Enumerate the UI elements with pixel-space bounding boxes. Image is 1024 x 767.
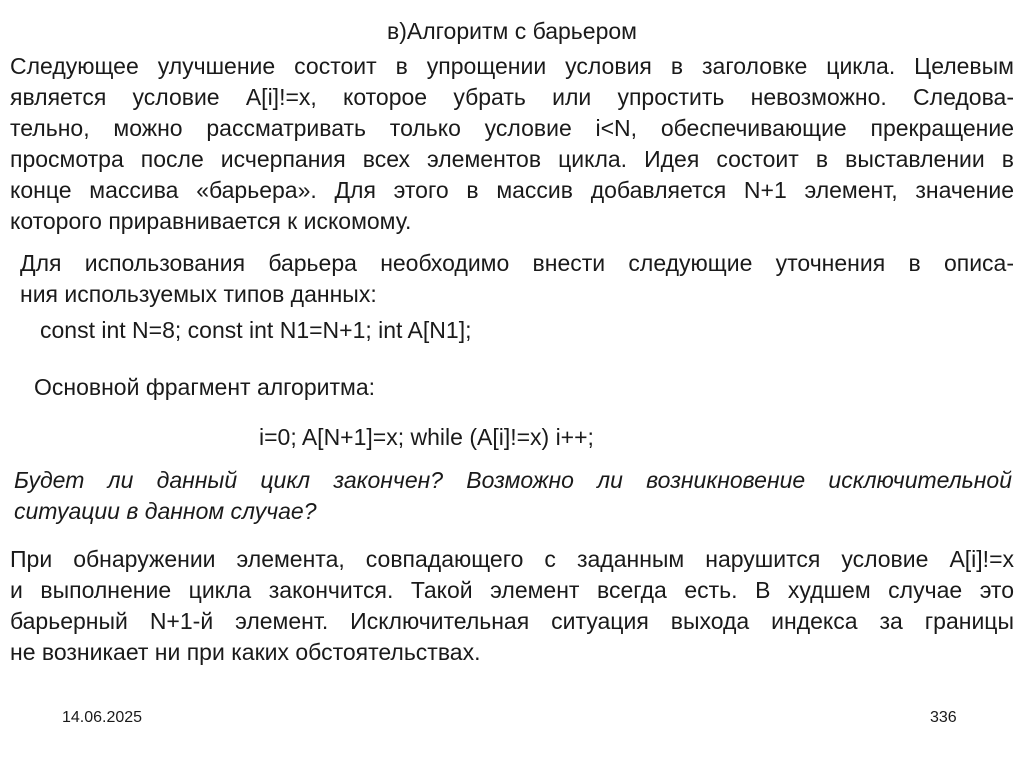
text-line: Будет ли данный цикл закончен? Возможно ли возникновение исключительной [14, 467, 1012, 493]
code-declarations: const int N=8; const int N1=N+1; int A[N1]; [40, 317, 472, 343]
question-paragraph [14, 465, 1012, 527]
slide-title: в)Алгоритм с барьером [387, 18, 637, 44]
page-number: 336 [930, 709, 957, 726]
text-line: барьерный N+1-й элемент. Исключительная ситуация выхода индекса за границы [10, 608, 1014, 634]
text-line: не возникает ни при каких обстоятельствах. [10, 639, 481, 665]
text-line: конце массива «барьера». Для этого в массив добавляется N+1 элемент, значение [10, 177, 1014, 203]
text-line: При обнаружении элемента, совпадающего с заданным нарушится условие A[i]!=x [10, 546, 1014, 572]
paragraph-sentinel-idea [10, 51, 1014, 237]
text-line: является условие A[i]!=x, которое убрать или упростить невозможно. Следова- [10, 84, 1014, 110]
text-line: Для использования барьера необходимо внести следующие уточнения в описа- [20, 250, 1014, 276]
code-loop: i=0; A[N+1]=x; while (A[i]!=x) i++; [259, 424, 594, 450]
footer-date: 14.06.2025 [62, 709, 143, 726]
fragment-label: Основной фрагмент алгоритма: [34, 374, 376, 400]
text-line: и выполнение цикла закончится. Такой элемент всегда есть. В худшем случае это [10, 577, 1014, 603]
text-line: ния используемых типов данных: [20, 281, 377, 307]
text-line: ситуации в данном случае? [14, 498, 317, 524]
text-line: Следующее улучшение состоит в упрощении условия в заголовке цикла. Целевым [10, 53, 1014, 79]
text-line: просмотра после исчерпания всех элементов цикла. Идея состоит в выставлении в [10, 146, 1014, 172]
paragraph-answer [10, 544, 1014, 668]
paragraph-type-changes [20, 248, 1014, 310]
text-line: тельно, можно рассматривать только условие i<N, обеспечивающие прекращение [10, 115, 1014, 141]
text-line: которого приравнивается к искомому. [10, 208, 412, 234]
